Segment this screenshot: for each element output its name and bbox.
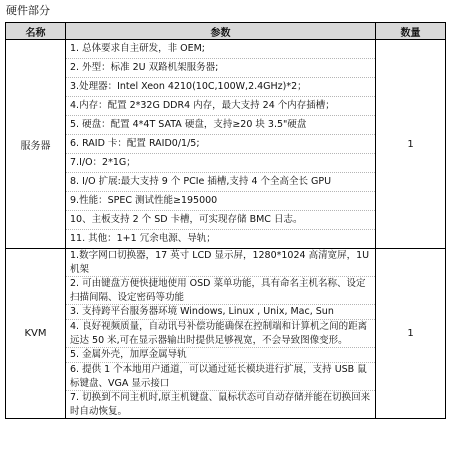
- row-params-server: [66, 40, 376, 249]
- param-line: 4. 良好视频质量，自动讯号补偿功能确保在控制端和计算机之间的距离远达 50 米,可在显示器输出时提供足够视宽，不会导致图像变形。: [66, 320, 375, 348]
- param-line: 7.I/O：2*1G；: [66, 154, 375, 173]
- param-line: 3.处理器：Intel Xeon 4210(10C,100W,2.4GHz)*2；: [66, 78, 375, 97]
- param-line: 3. 支持跨平台服务器环境 Windows, Linux , Unix, Mac, Sun: [66, 305, 375, 320]
- row-qty-server: 1: [376, 40, 446, 249]
- table-row-kvm: [6, 249, 446, 419]
- param-line: 2. 外型：标准 2U 双路机架服务器;: [66, 59, 375, 78]
- param-line: 4.内存：配置 2*32G DDR4 内存，最大支持 24 个内存插槽；: [66, 97, 375, 116]
- param-line: 2. 可由键盘方便快捷地使用 OSD 菜单功能，具有命名主机名称、设定扫描间隔、设定密码等功能: [66, 277, 375, 305]
- header-qty: 数量: [376, 23, 446, 40]
- row-params-kvm: [66, 249, 376, 419]
- param-line: 6. 提供 1 个本地用户通道，可以通过延长模块进行扩展，支持 USB 鼠标键盘、VGA 显示接口: [66, 363, 375, 391]
- param-line: 6. RAID 卡：配置 RAID0/1/5;: [66, 135, 375, 154]
- param-line: 9.性能：SPEC 测试性能≥195000: [66, 192, 375, 211]
- param-line: 10、主板支持 2 个 SD 卡槽，可实现存储 BMC 日志。: [66, 211, 375, 230]
- param-line: 5. 金属外壳，加厚金属导轨: [66, 348, 375, 363]
- header-params: 参数: [66, 23, 376, 40]
- table-row-server: [6, 40, 446, 249]
- param-line: 1. 总体要求自主研发，非 OEM;: [66, 40, 375, 59]
- param-line: 8. I/O 扩展:最大支持 9 个 PCIe 插槽,支持 4 个全高全长 GPU: [66, 173, 375, 192]
- table-header-row: [6, 23, 446, 40]
- param-line: 5. 硬盘：配置 4*4T SATA 硬盘，支持≥20 块 3.5"硬盘: [66, 116, 375, 135]
- section-title: 硬件部分: [6, 4, 50, 17]
- hardware-spec-table: [5, 22, 446, 419]
- row-name-kvm: KVM: [6, 249, 66, 419]
- param-line: 1.数字网口切换器，17 英寸 LCD 显示屏，1280*1024 高清宽屏，1U 机架: [66, 249, 375, 277]
- param-line: 7. 切换到不同主机时,原主机键盘、鼠标状态可自动存储并能在切换回来时自动恢复。: [70, 392, 371, 417]
- header-name: 名称: [6, 23, 66, 40]
- row-name-server: 服务器: [6, 40, 66, 249]
- row-qty-kvm: 1: [376, 249, 446, 419]
- param-line: 11. 其他：1+1 冗余电源、导轨；: [70, 233, 216, 244]
